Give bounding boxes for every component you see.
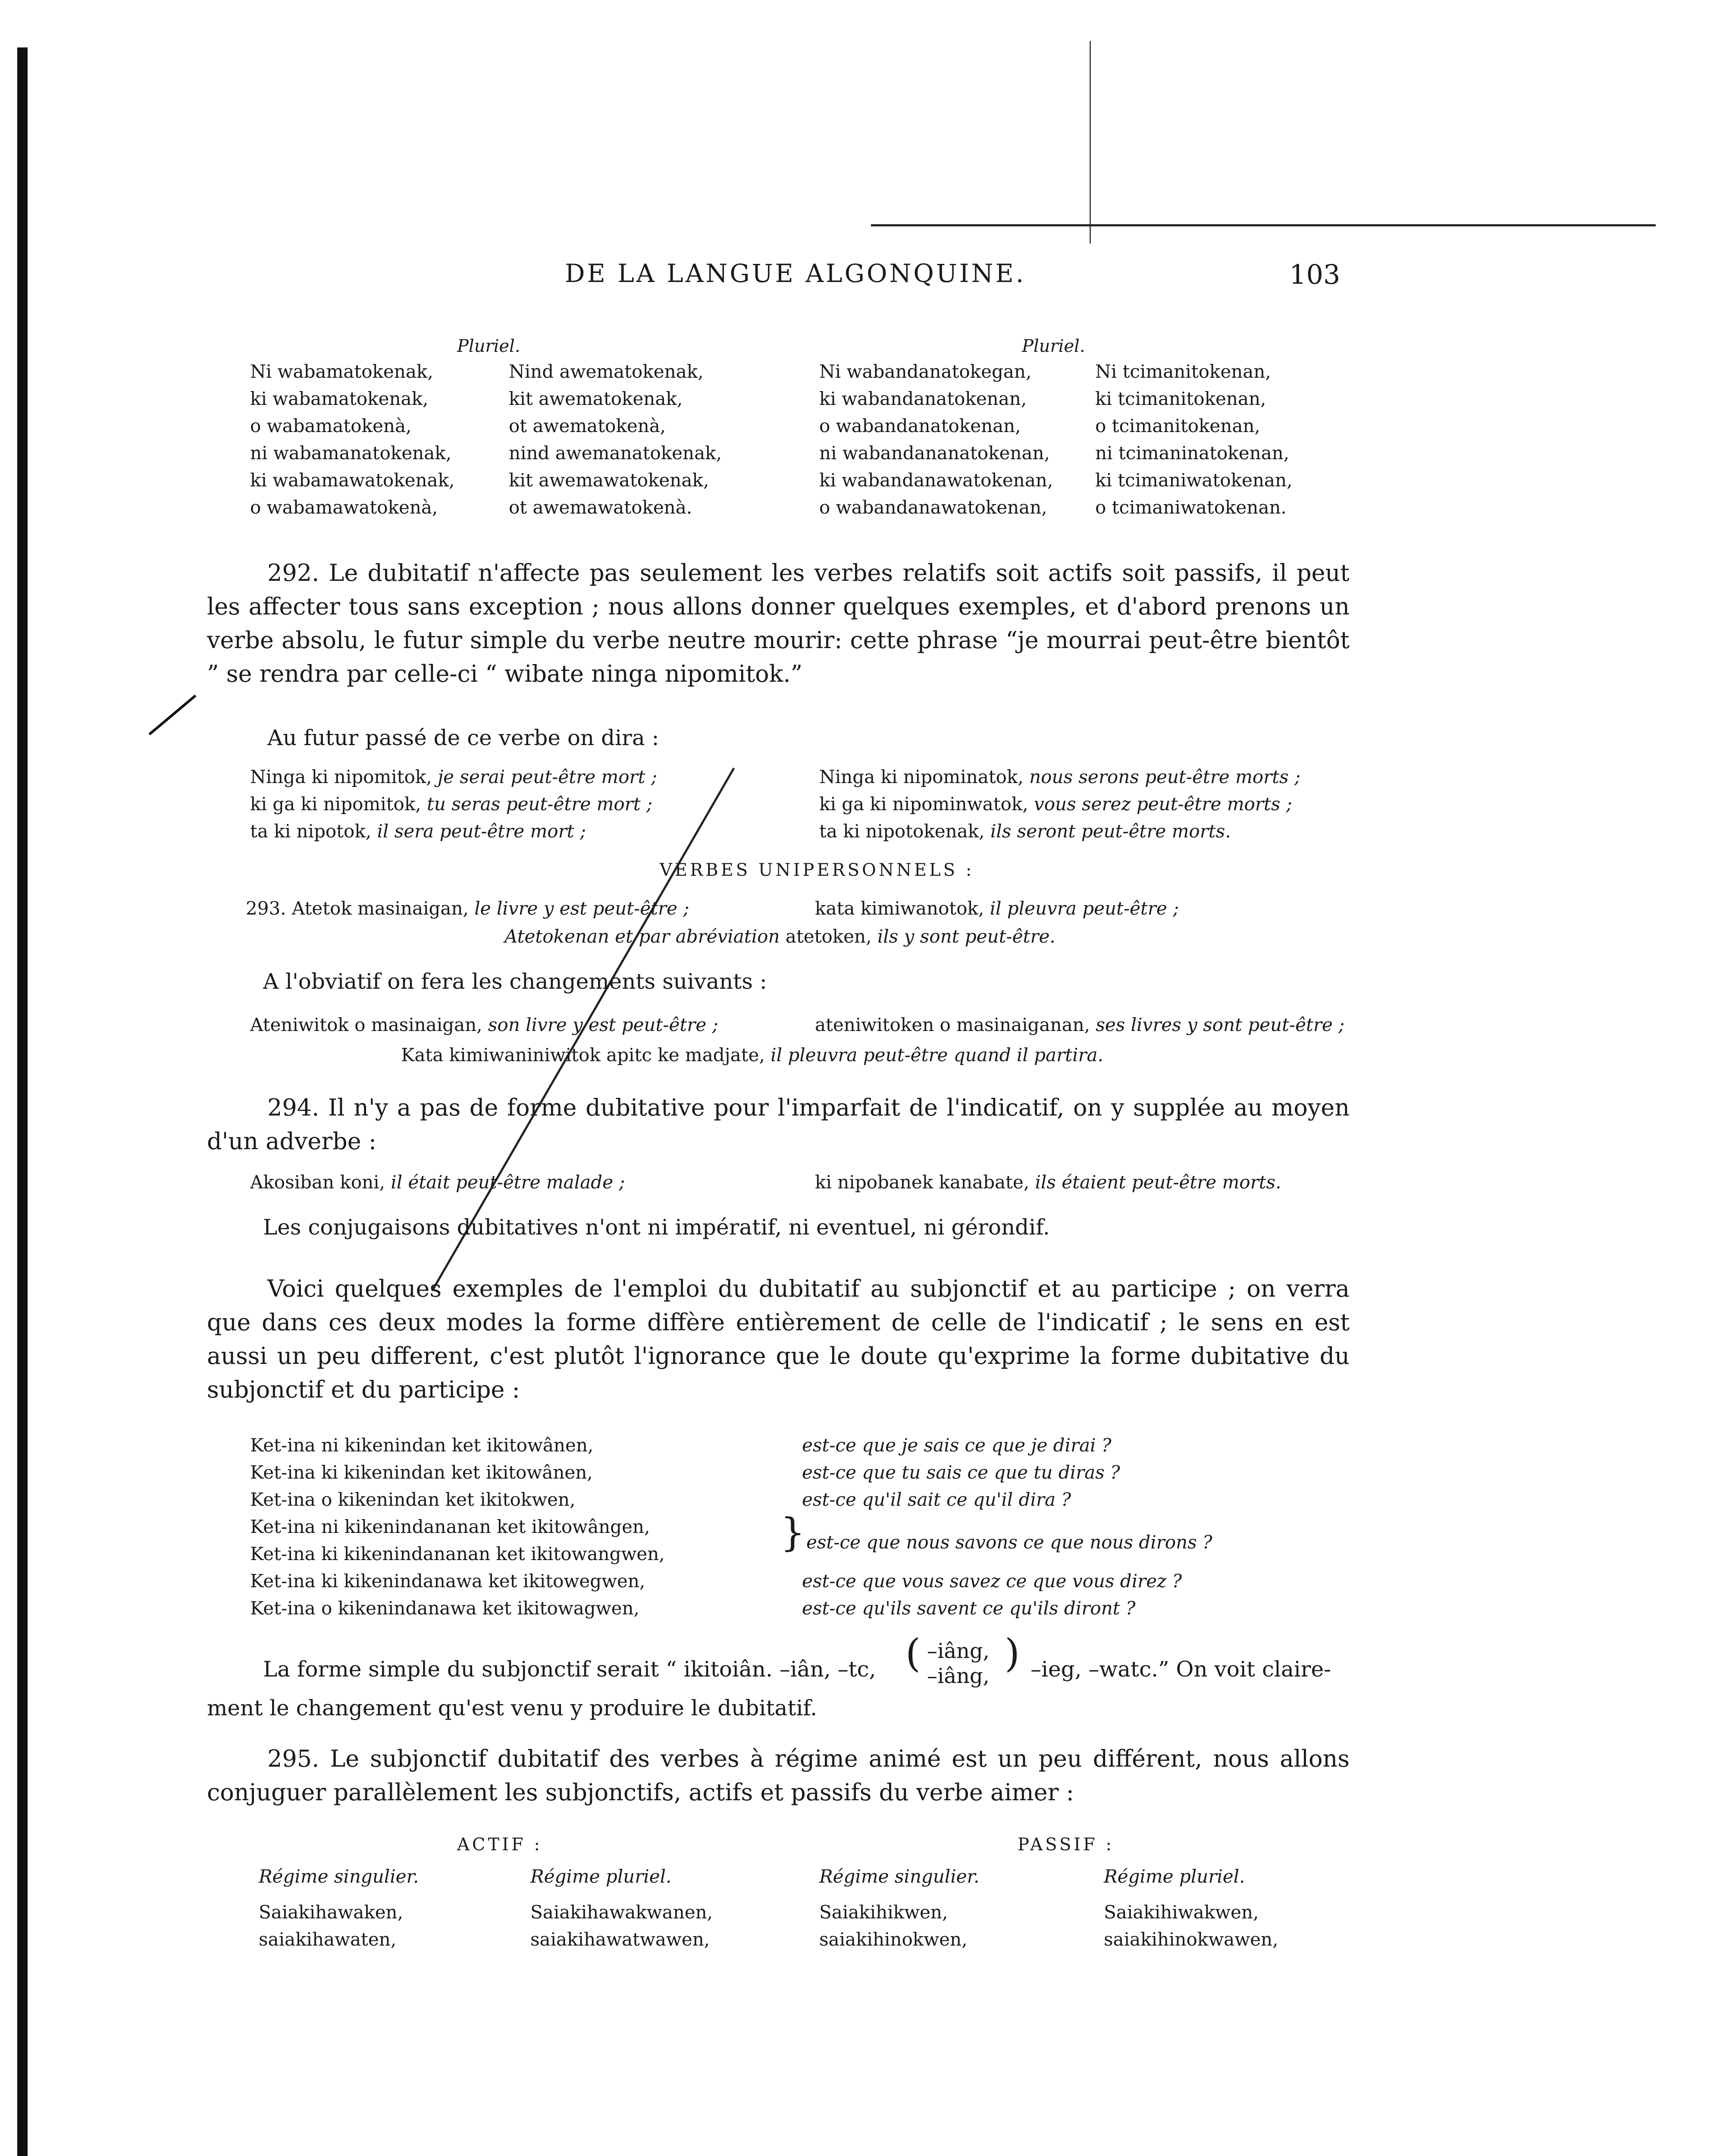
translation: vous serez peut-être morts ; (1034, 793, 1292, 815)
brace: ( (905, 1631, 921, 1676)
table-row: o wabamatokenà, (250, 415, 412, 436)
table-row: ni wabamanatokenak, (250, 442, 452, 464)
table-row: o tcimaniwatokenan. (1095, 497, 1287, 518)
header-rule (871, 224, 1656, 226)
example-294 (250, 1169, 625, 1196)
column-header: Régime singulier. (819, 1866, 980, 1887)
plural-column (819, 358, 1053, 521)
binding-edge (17, 47, 28, 2156)
translation: il pleuvra peut-être quand il partira. (771, 1044, 1103, 1065)
table-row: ot awemawatokenà. (509, 497, 692, 518)
scan-mark (1090, 41, 1091, 244)
futur-intro: Au futur passé de ce verbe on dira : (267, 725, 659, 750)
caption (457, 332, 520, 360)
table-caption: Pluriel. (457, 336, 520, 356)
translation: est-ce que tu sais ce que tu diras ? (802, 1462, 1120, 1483)
table-row: ni wabandananatokenan, (819, 442, 1050, 464)
list-item (819, 763, 1300, 790)
example-293-b (815, 895, 1179, 922)
translation: ses livres y sont peut-être ; (1096, 1014, 1345, 1035)
list-item: Ket-ina ki kikenindan ket ikitowânen, (250, 1462, 593, 1483)
form: ki nipobanek kanabate, (815, 1172, 1030, 1193)
paragraph-292: 292. Le dubitatif n'affecte pas seulement les verbes relatifs soit actifs soit passifs, il peut les affecter tous sans exception ; nous allons donner quelques exemples, et d'abord prenons un verbe absolu, le futur simple du verbe neutre mourir: cette phrase “je mourrai peut-être bientôt ” se rendra par celle-ci “ wibate ninga nipomitok.” (207, 559, 1350, 687)
form: ki ga ki nipomitok, (250, 793, 421, 815)
form: Ninga ki nipominatok, (819, 766, 1024, 787)
table-row: o wabamawatokenà, (250, 497, 438, 518)
list-item: Ket-ina ki kikenindanawa ket ikitowegwen, (250, 1570, 645, 1592)
table-row: Ni wabandanatokegan, (819, 361, 1032, 382)
translation: je serai peut-être mort ; (437, 766, 657, 787)
form: ateniwitoken o masinaiganan, (815, 1014, 1090, 1035)
forme-simple-line: ment le changement qu'est venu y produire le dubitatif. (207, 1695, 818, 1720)
form: ta ki nipotokenak, (819, 821, 985, 842)
caption (1022, 332, 1085, 360)
translation: il pleuvra peut-être ; (990, 898, 1179, 919)
list-item: saiakihawaten, (259, 1929, 397, 1950)
table-row: ki wabandanawatokenan, (819, 470, 1053, 491)
ket-ina-translations (802, 1432, 1182, 1622)
brace: } (780, 1510, 805, 1555)
obviatif-example (401, 1041, 1103, 1069)
voice-label: ACTIF : (457, 1835, 542, 1855)
forme-simple-line: La forme simple du subjonctif serait “ ikitoiân. –iân, –tc, (263, 1657, 876, 1682)
column-header: Régime pluriel. (530, 1866, 672, 1887)
page-header (0, 259, 1726, 298)
list-item: Saiakihawaken, (259, 1902, 403, 1923)
table-row: nind awemanatokenak, (509, 442, 722, 464)
form: ta ki nipotok, (250, 821, 372, 842)
translation: est-ce qu'il sait ce qu'il dira ? (802, 1489, 1071, 1510)
list-item: Ket-ina o kikenindanawa ket ikitowagwen, (250, 1598, 639, 1619)
list-item: saiakihinokwen, (819, 1929, 968, 1950)
table-row: ot awematokenà, (509, 415, 666, 436)
obviatif-example (250, 1011, 718, 1038)
table-row: ki tcimaniwatokenan, (1095, 470, 1293, 491)
list-item (250, 763, 657, 790)
column-header: Régime singulier. (259, 1866, 419, 1887)
brace-translation: est-ce que nous savons ce que nous dirons ? (806, 1532, 1212, 1553)
form: 293. Atetok masinaigan, (246, 898, 469, 919)
list-item (819, 818, 1300, 845)
brace: ) (1005, 1631, 1020, 1676)
table-row: ni tcimaninatokenan, (1095, 442, 1290, 464)
regime-column (819, 1863, 979, 1953)
paragraph-294: 294. Il n'y a pas de forme dubitative pour l'imparfait de l'indicatif, on y supplée au moyen d'un adverbe : (207, 1094, 1350, 1155)
table-row: ki tcimanitokenan, (1095, 388, 1266, 409)
futur-right (819, 763, 1300, 845)
plural-column (509, 358, 722, 521)
table-row: o tcimanitokenan, (1095, 415, 1260, 436)
regime-column (259, 1863, 419, 1953)
regime-column (530, 1863, 713, 1953)
example-294 (815, 1169, 1281, 1196)
list-item (250, 790, 657, 818)
table-row: o wabandanawatokenan, (819, 497, 1047, 518)
futur-left (250, 763, 657, 845)
forme-simple-line: –ieg, –watc.” On voit claire- (1031, 1657, 1331, 1682)
running-title: DE LA LANGUE ALGONQUINE. (565, 259, 1026, 288)
table-row: Ni wabamatokenak, (250, 361, 433, 382)
obviatif-intro: A l'obviatif on fera les changements suivants : (263, 969, 767, 994)
ket-ina-forms (250, 1432, 665, 1622)
table-caption: Pluriel. (1022, 336, 1085, 356)
list-item: Saiakihiwakwen, (1104, 1902, 1259, 1923)
column-header: Régime pluriel. (1104, 1866, 1245, 1887)
list-item: Ket-ina ki kikenindananan ket ikitowangwen, (250, 1543, 665, 1564)
obviatif-example (815, 1011, 1344, 1038)
example-293-c (504, 923, 1056, 950)
paragraph-295: 295. Le subjonctif dubitatif des verbes à régime animé est un peu différent, nous allons conjuguer parallèlement les subjonctifs, actifs et passifs du verbe aimer : (207, 1745, 1350, 1806)
table-row: o wabandanatokenan, (819, 415, 1021, 436)
plural-column (1095, 358, 1292, 521)
translation: est-ce qu'ils savent ce qu'ils diront ? (802, 1598, 1136, 1619)
table-row: ki wabamatokenak, (250, 388, 429, 409)
list-item: Ket-ina ni kikenindan ket ikitowânen, (250, 1435, 594, 1456)
list-item: Ket-ina o kikenindan ket ikitokwen, (250, 1489, 576, 1510)
translation: Atetokenan et par abréviation (504, 926, 780, 947)
list-item: Saiakihawakwanen, (530, 1902, 713, 1923)
list-item: saiakihawatwawen, (530, 1929, 710, 1950)
page-number: 103 (1289, 259, 1341, 290)
translation: est-ce que je sais ce que je dirai ? (802, 1435, 1112, 1456)
table-row: ki wabandanatokenan, (819, 388, 1027, 409)
form: Ateniwitok o masinaigan, (250, 1014, 482, 1035)
regime-column (1104, 1863, 1278, 1953)
translation: est-ce que vous savez ce que vous direz ? (802, 1570, 1182, 1592)
translation: tu seras peut-être mort ; (426, 793, 653, 815)
table-row: ki wabamawatokenak, (250, 470, 455, 491)
conjugation-note: Les conjugaisons dubitatives n'ont ni impératif, ni eventuel, ni gérondif. (263, 1215, 1050, 1240)
translation: il sera peut-être mort ; (377, 821, 586, 842)
translation: il était peut-être malade ; (391, 1172, 625, 1193)
section-heading: VERBES UNIPERSONNELS : (660, 860, 974, 880)
form: ki ga ki nipominwatok, (819, 793, 1028, 815)
form: Kata kimiwaniniwitok apitc ke madjate, (401, 1044, 765, 1065)
list-item: saiakihinokwawen, (1104, 1929, 1278, 1950)
paragraph-examples: Voici quelques exemples de l'emploi du dubitatif au subjonctif et au participe ; on verra que dans ces deux modes la forme diffère entièrement de celle de l'indicatif ; le sens en est aussi un peu different, c'est plutôt l'ignorance que le doute qu'exprime la forme dubitative du subjonctif et du participe : (207, 1275, 1350, 1403)
example-293-a (246, 895, 689, 922)
translation: le livre y est peut-être ; (474, 898, 689, 919)
plural-column (250, 358, 454, 521)
table-row: kit awematokenak, (509, 388, 683, 409)
form: kata kimiwanotok, (815, 898, 984, 919)
translation: ils étaient peut-être morts. (1035, 1172, 1281, 1193)
variant: –iâng, (927, 1664, 990, 1688)
translation: nous serons peut-être morts ; (1029, 766, 1301, 787)
forme-simple-variants (927, 1639, 990, 1689)
table-row: Nind awematokenak, (509, 361, 704, 382)
scan-mark (148, 695, 196, 736)
form: Ninga ki nipomitok, (250, 766, 432, 787)
translation: son livre y est peut-être ; (488, 1014, 718, 1035)
table-row: Ni tcimanitokenan, (1095, 361, 1271, 382)
list-item (819, 790, 1300, 818)
list-item (250, 818, 657, 845)
translation: ils y sont peut-être. (877, 926, 1056, 947)
list-item: Saiakihikwen, (819, 1902, 948, 1923)
form: Akosiban koni, (250, 1172, 385, 1193)
voice-label: PASSIF : (1018, 1835, 1114, 1855)
form: atetoken, (785, 926, 872, 947)
translation: ils seront peut-être morts. (990, 821, 1231, 842)
list-item: Ket-ina ni kikenindananan ket ikitowângen, (250, 1516, 650, 1537)
table-row: kit awemawatokenak, (509, 470, 709, 491)
variant: –iâng, (927, 1639, 990, 1663)
